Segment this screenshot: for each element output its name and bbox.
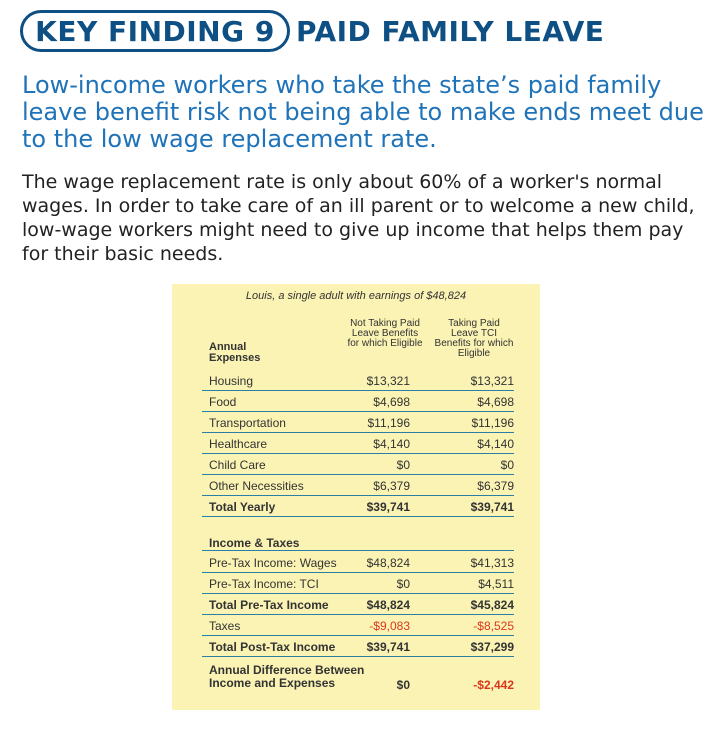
- row-value-not-taking: $11,196: [367, 416, 410, 430]
- row-value-taking: $41,313: [470, 556, 514, 570]
- total-posttax-row: [202, 636, 514, 657]
- taxes-row: [202, 615, 514, 636]
- row-label: Housing: [209, 374, 254, 388]
- row-value-not-taking: $0: [396, 577, 410, 591]
- row-value-taking: -$2,442: [473, 678, 514, 692]
- row-value-taking: $39,741: [470, 500, 514, 514]
- row-label: Pre-Tax Income: TCI: [209, 577, 319, 591]
- row-value-taking: $13,321: [470, 374, 514, 388]
- row-value-not-taking: $6,379: [373, 479, 410, 493]
- subheadline: Low-income workers who take the state’s paid family leave benefit risk not being able to make ends meet due to the low wage replacement rate.: [22, 71, 704, 153]
- total-yearly-row: [202, 496, 514, 517]
- row-value-not-taking: $48,824: [366, 598, 410, 612]
- table-caption: Louis, a single adult with earnings of $48,824: [245, 290, 467, 302]
- row-label: Pre-Tax Income: Wages: [209, 556, 337, 570]
- table-row: [202, 433, 514, 454]
- row-value-taking: $0: [500, 458, 514, 472]
- key-finding-badge: KEY FINDING 9: [20, 10, 290, 52]
- row-value-taking: -$8,525: [473, 619, 514, 633]
- row-value-taking: $6,379: [477, 479, 514, 493]
- row-value-not-taking: $48,824: [366, 556, 410, 570]
- row-value-not-taking: $0: [396, 678, 410, 692]
- budget-table-panel: [172, 284, 540, 710]
- row-value-taking: $4,698: [477, 395, 514, 409]
- row-value-taking: $11,196: [471, 416, 514, 430]
- row-label: Total Post-Tax Income: [209, 640, 336, 654]
- row-value-taking: $4,140: [477, 437, 514, 451]
- row-value-not-taking: $4,698: [373, 395, 410, 409]
- row-label: Transportation: [209, 416, 286, 430]
- total-pretax-row: [202, 594, 514, 615]
- row-label: Food: [209, 395, 237, 409]
- table-row: [202, 370, 514, 391]
- row-value-not-taking: $0: [396, 458, 410, 472]
- income-header-rule: [202, 531, 514, 551]
- row-label: Child Care: [209, 458, 266, 472]
- row-value-taking: $37,299: [470, 640, 514, 654]
- row-label: Taxes: [209, 619, 241, 633]
- table-row: [202, 573, 514, 594]
- row-label: Healthcare: [209, 437, 268, 451]
- row-label: Total Pre-Tax Income: [209, 598, 329, 612]
- row-value-taking: $45,824: [470, 598, 514, 612]
- section-title: PAID FAMILY LEAVE: [296, 15, 605, 48]
- table-row: [202, 412, 514, 433]
- column-header-taking: Taking Paid Leave TCI Benefits for which Eligible: [434, 318, 514, 359]
- table-row: [202, 454, 514, 475]
- table-row: [202, 391, 514, 412]
- table-row: [202, 475, 514, 496]
- row-value-taking: $4,511: [478, 577, 514, 591]
- row-label: Other Necessities: [209, 479, 304, 493]
- row-value-not-taking: $13,321: [366, 374, 410, 388]
- row-value-not-taking: -$9,083: [369, 619, 410, 633]
- body-paragraph: The wage replacement rate is only about 60% of a worker's normal wages. In order to take care of an ill parent or to welcome a new child, low-wage workers might need to give up income that helps them pay for their basic needs.: [22, 171, 695, 265]
- row-value-not-taking: $4,140: [373, 437, 410, 451]
- row-label: Annual Difference Between Income and Expenses: [209, 663, 365, 690]
- column-header-not-taking: Not Taking Paid Leave Benefits for which Eligible: [347, 318, 423, 349]
- annual-difference-row: [202, 664, 514, 698]
- income-taxes-header: Income & Taxes: [209, 536, 300, 550]
- row-value-not-taking: $39,741: [366, 500, 410, 514]
- row-label: Total Yearly: [209, 500, 276, 514]
- row-value-not-taking: $39,741: [366, 640, 410, 654]
- table-row: [202, 552, 514, 573]
- annual-expenses-header: Annual Expenses: [209, 341, 261, 364]
